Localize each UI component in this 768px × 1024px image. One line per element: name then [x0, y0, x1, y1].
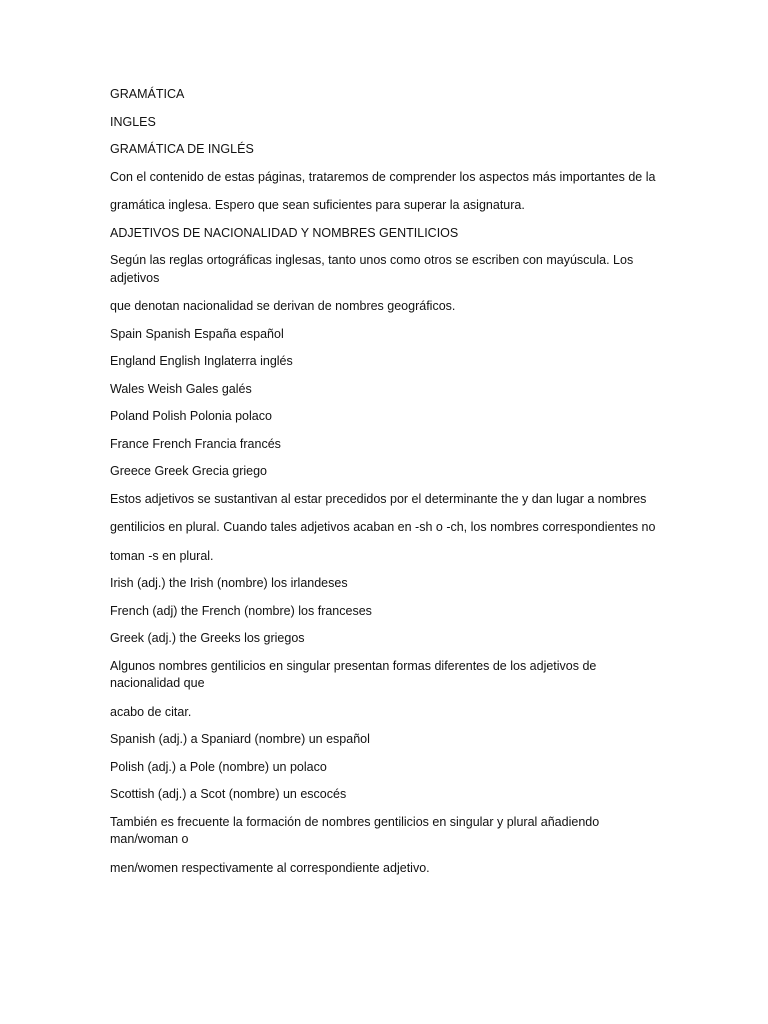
- example-line: Scottish (adj.) a Scot (nombre) un escocés: [110, 787, 347, 801]
- example-line: Poland Polish Polonia polaco: [110, 409, 272, 423]
- heading-gramatica: GRAMÁTICA: [110, 87, 185, 101]
- paragraph: Algunos nombres gentilicios en singular presentan formas diferentes de los adjetivos de nacionalidad que: [110, 658, 597, 690]
- paragraph: Con el contenido de estas páginas, trataremos de comprender los aspectos más importantes de la: [110, 169, 656, 184]
- paragraph: Según las reglas ortográficas inglesas, tanto unos como otros se escriben con mayúscula. Los adjetivos: [110, 253, 634, 285]
- heading-gramatica-de-ingles: GRAMÁTICA DE INGLÉS: [110, 142, 254, 156]
- example-line: Greece Greek Grecia griego: [110, 464, 268, 478]
- paragraph: men/women respectivamente al correspondiente adjetivo.: [110, 860, 430, 875]
- document-body: [110, 86, 670, 887]
- example-line: Irish (adj.) the Irish (nombre) los irlandeses: [110, 576, 348, 590]
- example-line: Greek (adj.) the Greeks los griegos: [110, 631, 305, 645]
- paragraph: acabo de citar.: [110, 704, 192, 719]
- example-line: Spanish (adj.) a Spaniard (nombre) un español: [110, 732, 370, 746]
- paragraph: gramática inglesa. Espero que sean suficientes para superar la asignatura.: [110, 198, 525, 212]
- section-heading: ADJETIVOS DE NACIONALIDAD Y NOMBRES GENTILICIOS: [110, 225, 459, 240]
- heading-ingles: INGLES: [110, 114, 156, 129]
- example-line: Polish (adj.) a Pole (nombre) un polaco: [110, 759, 327, 774]
- paragraph: gentilicios en plural. Cuando tales adjetivos acaban en -sh o -ch, los nombres correspondientes no: [110, 520, 656, 534]
- example-line: England English Inglaterra inglés: [110, 354, 293, 368]
- paragraph: También es frecuente la formación de nombres gentilicios en singular y plural añadiendo man/woman o: [110, 814, 600, 846]
- paragraph: que denotan nacionalidad se derivan de nombres geográficos.: [110, 299, 456, 313]
- example-line: France French Francia francés: [110, 436, 281, 451]
- paragraph: Estos adjetivos se sustantivan al estar precedidos por el determinante the y dan lugar a nombres: [110, 491, 647, 506]
- example-line: Wales Weish Gales galés: [110, 381, 252, 396]
- example-line: French (adj) the French (nombre) los franceses: [110, 603, 372, 618]
- example-line: Spain Spanish España español: [110, 326, 284, 341]
- paragraph: toman -s en plural.: [110, 548, 214, 563]
